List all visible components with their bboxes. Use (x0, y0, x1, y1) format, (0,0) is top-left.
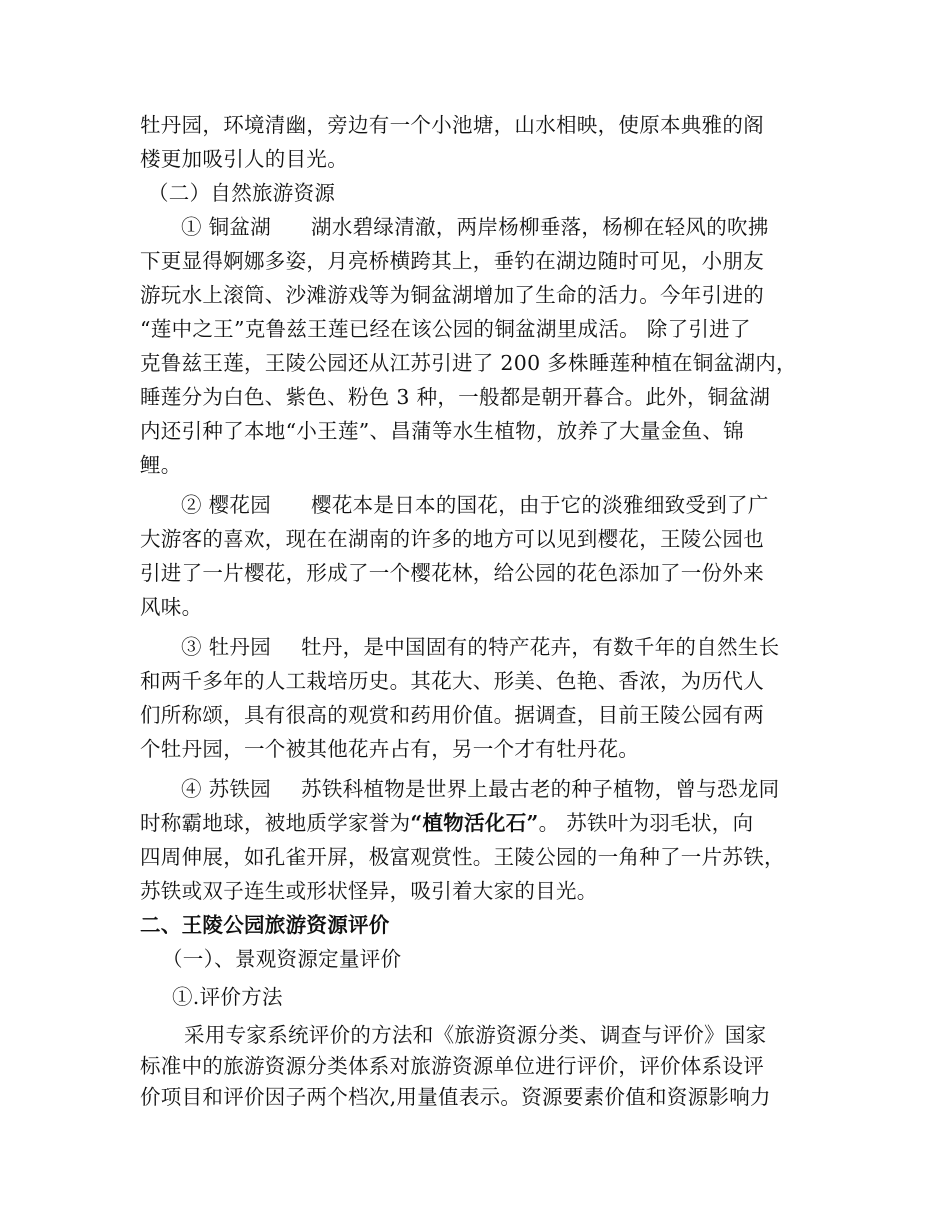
paragraph-line: 价项目和评价因子两个档次,用量值表示。资源要素价值和资源影响力 (140, 1085, 771, 1109)
paragraph-line: 鲤。 (140, 453, 182, 477)
paragraph-line: 标准中的旅游资源分类体系对旅游资源单位进行评价，评价体系设评 (140, 1054, 764, 1078)
paragraph-line: 楼更加吸引人的目光。 (140, 147, 348, 171)
item-title-peony-garden: ③ 牡丹园 (181, 635, 272, 659)
paragraph-line: 采用专家系统评价的方法和《旅游资源分类、调查与评价》国家 (184, 1023, 767, 1047)
paragraph-line: 个牡丹园，一个被其他花卉占有，另一个才有牡丹花。 (140, 737, 640, 761)
emphasis-living-fossil: “植物活化石” (410, 811, 539, 835)
paragraph-line (140, 630, 820, 664)
paragraph-line: 大游客的喜欢，现在在湖南的许多的地方可以见到樱花，王陵公园也 (140, 527, 764, 551)
subsection-heading-method: ①.评价方法 (172, 985, 283, 1009)
item-title-cycad-garden: ④ 苏铁园 (181, 777, 272, 801)
paragraph-line (140, 488, 820, 522)
method-paragraph (140, 1020, 820, 1113)
paragraph-text: 樱花本是日本的国花，由于它的淡雅细致受到了广 (311, 493, 769, 517)
paragraph-line: 们所称颂，具有很高的观赏和药用价值。据调查，目前王陵公园有两 (140, 703, 764, 727)
paragraph-text: 湖水碧绿清澈，两岸杨柳垂落，杨柳在轻风的吹拂 (311, 215, 769, 239)
chapter-heading: 二、王陵公园旅游资源评价 (140, 913, 390, 937)
paragraph-line: 牡丹园，环境清幽，旁边有一个小池塘，山水相映，使原本典雅的阁 (140, 113, 764, 137)
paragraph-line: 游玩水上滚筒、沙滩游戏等为铜盆湖增加了生命的活力。今年引进的 (140, 283, 764, 307)
paragraph-line (140, 772, 820, 806)
paragraph-text: 苏铁科植物是世界上最古老的种子植物，曾与恐龙同 (301, 777, 780, 801)
paragraph-text: 。 苏铁叶为羽毛状，向 (538, 811, 754, 835)
paragraph-line: 内还引种了本地“小王莲”、昌蒲等水生植物，放养了大量金鱼、锦 (140, 419, 744, 443)
item-title-tongpen-lake: ① 铜盆湖 (181, 215, 272, 239)
paragraph-line: 和两千多年的人工栽培历史。其花大、形美、色艳、香浓，为历代人 (140, 669, 764, 693)
paragraph-line: “莲中之王”克鲁兹王莲已经在该公园的铜盆湖里成活。 除了引进了 (140, 317, 751, 341)
paragraph-line: 风味。 (140, 595, 203, 619)
paragraph-line: 下更显得婀娜多姿，月亮桥横跨其上，垂钓在湖边随时可见，小朋友 (140, 249, 764, 273)
paragraph-line: 克鲁兹王莲，王陵公园还从江苏引进了 200 多株睡莲种植在铜盆湖内， (140, 351, 797, 375)
item-title-cherry-garden: ② 樱花园 (181, 493, 272, 517)
paragraph-text: 牡丹，是中国固有的特产花卉，有数千年的自然生长 (301, 635, 780, 659)
paragraph-line: 苏铁或双子连生或形状怪异，吸引着大家的目光。 (140, 879, 598, 903)
paragraph-line (140, 806, 820, 840)
paragraph-line: 引进了一片樱花，形成了一个樱花林，给公园的花色添加了一份外来 (140, 561, 764, 585)
paragraph-text: 时称霸地球，被地质学家誉为 (140, 811, 411, 835)
paragraph-line (140, 210, 820, 244)
section-heading-quantitative: （一）、景观资源定量评价 (162, 947, 402, 971)
paragraph-line: 睡莲分为白色、紫色、粉色 3 种，一般都是朝开暮合。此外，铜盆湖 (140, 385, 771, 409)
paragraph-line: 四周伸展，如孔雀开屏，极富观赏性。王陵公园的一角种了一片苏铁， (140, 845, 785, 869)
section-heading-natural: （二）自然旅游资源 (148, 181, 336, 205)
document-page (140, 108, 820, 1113)
